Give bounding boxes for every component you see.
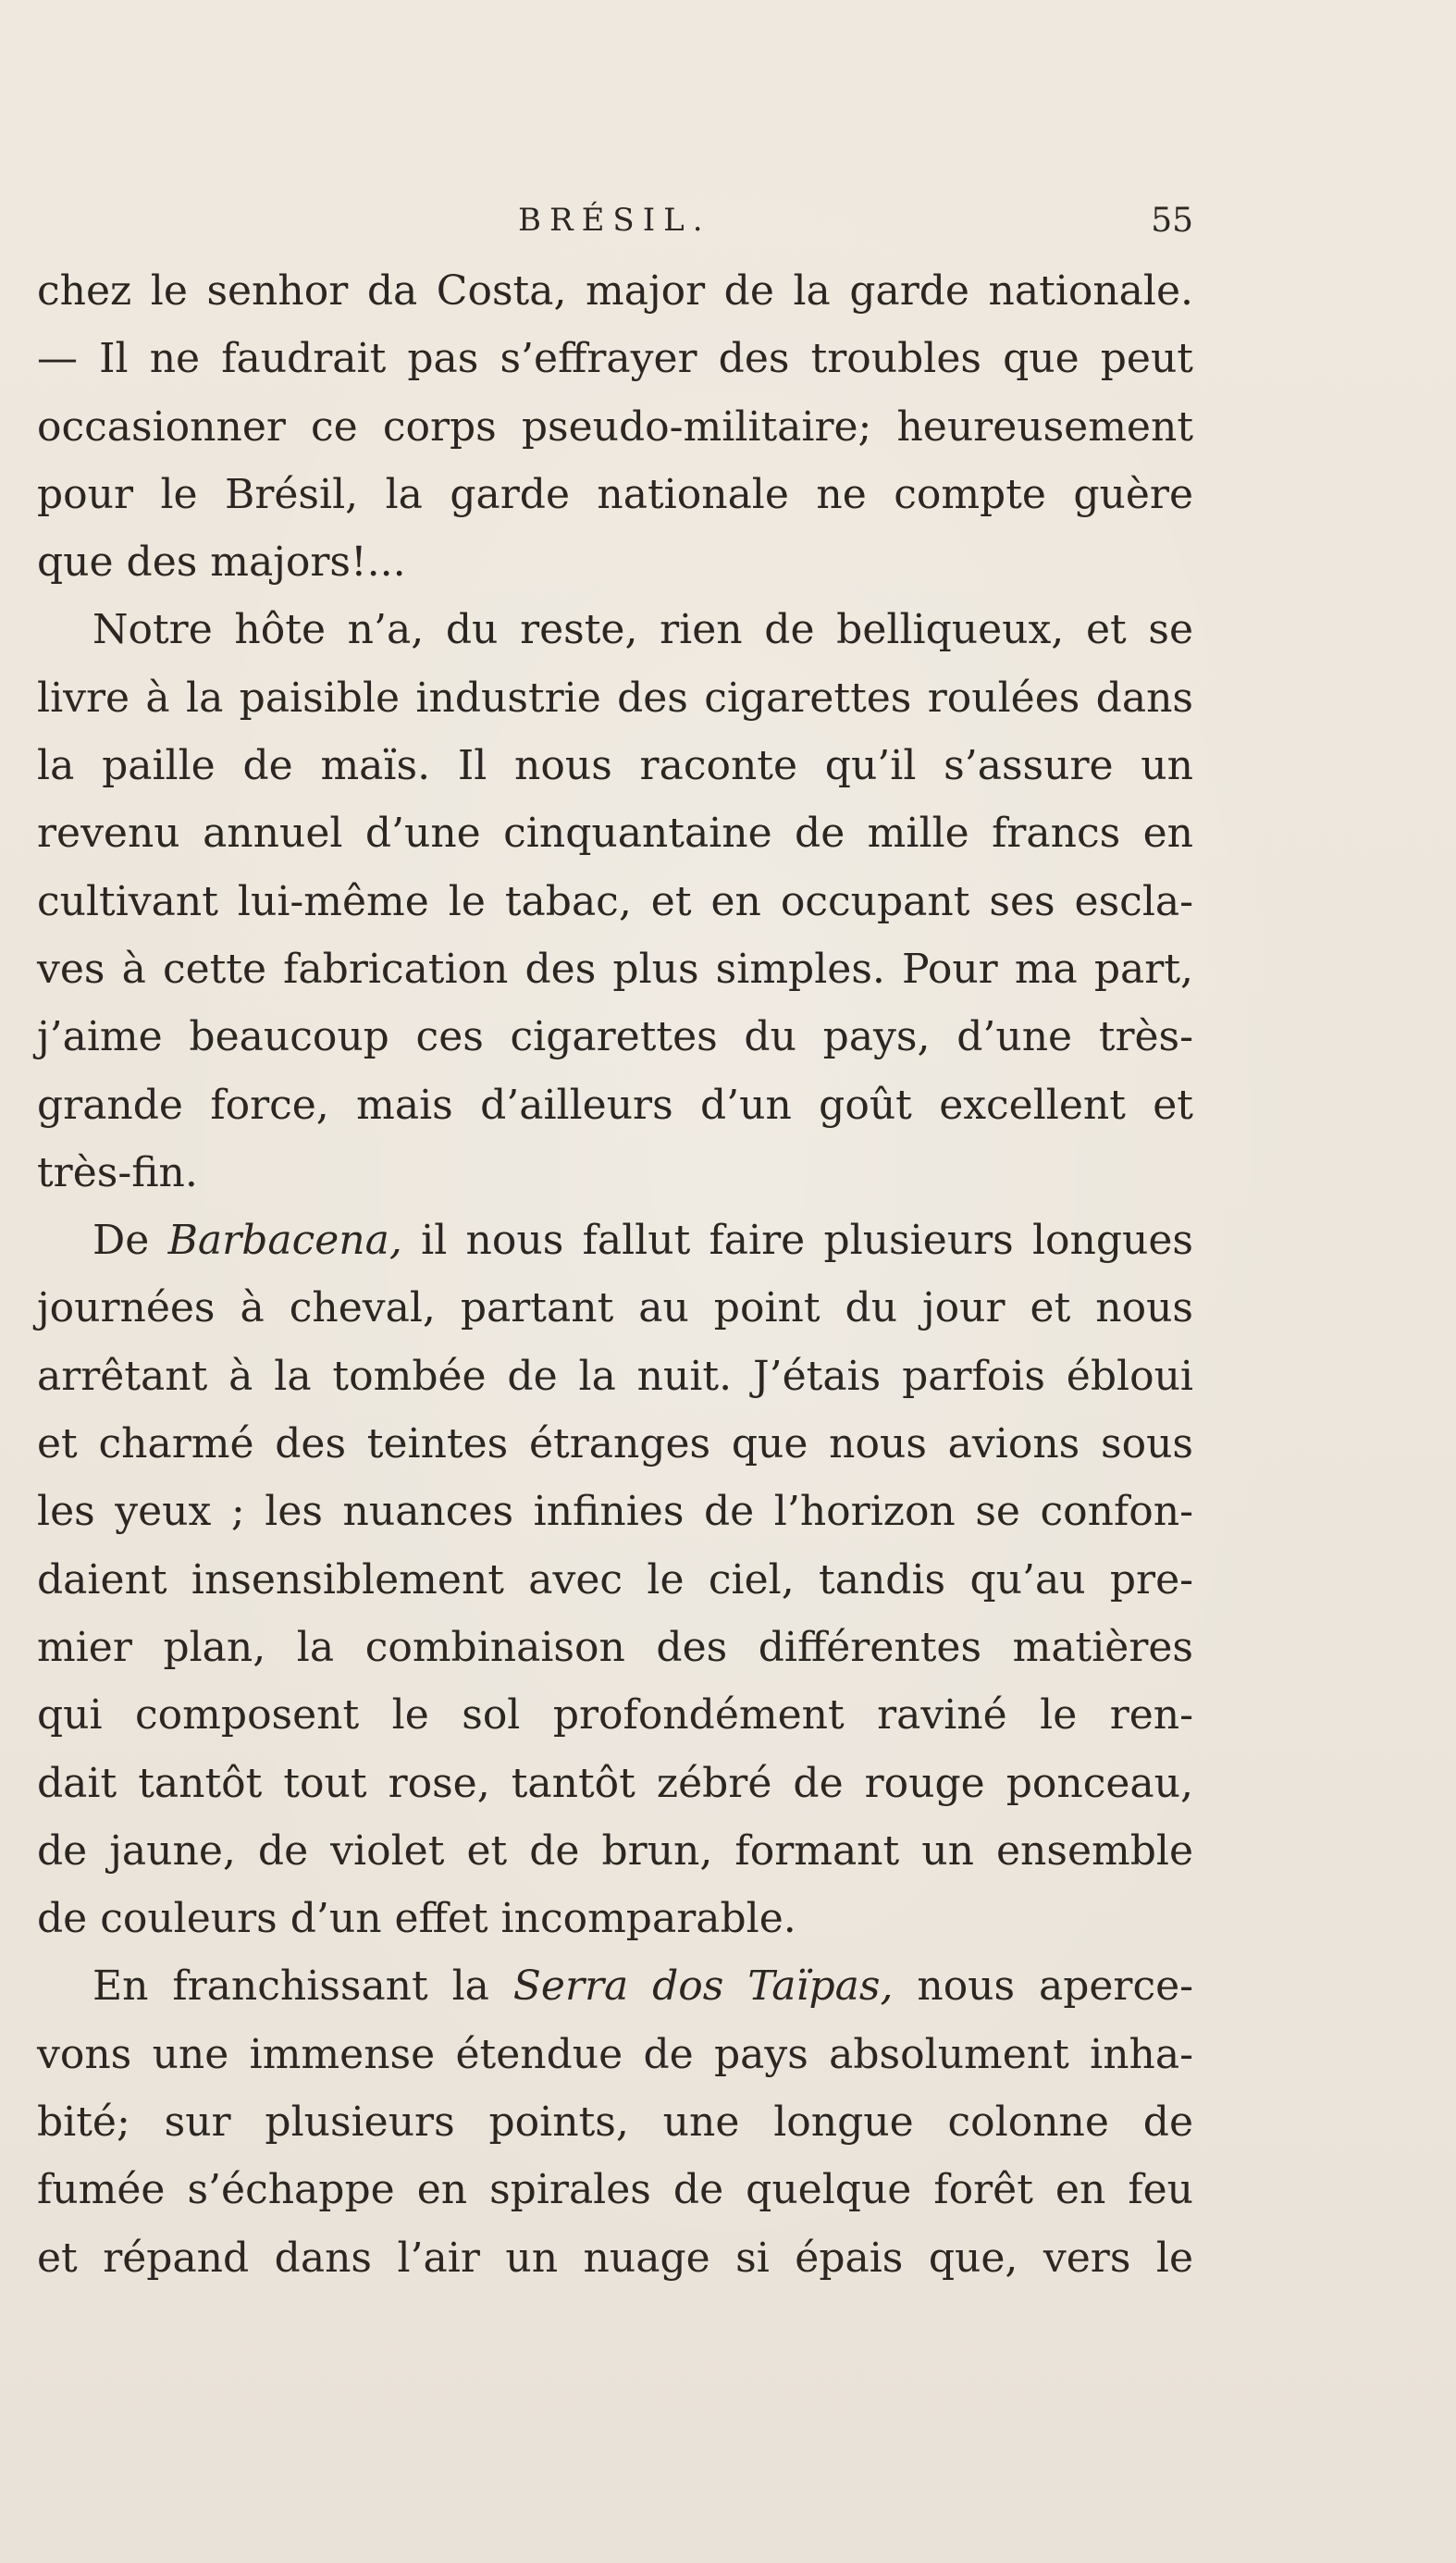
text-line: de jaune, de violet et de brun, formant un ensemble: [37, 1826, 1193, 1875]
place-name: Barbacena,: [167, 1217, 402, 1265]
text-line: journées à cheval, partant au point du jour et nous: [37, 1284, 1193, 1332]
text-line: qui composent le sol profondément raviné le ren-: [37, 1691, 1193, 1740]
text-line: revenu annuel d’une cinquantaine de mille francs en: [37, 810, 1193, 858]
text-line: arrêtant à la tombée de la nuit. J’étais parfois ébloui: [37, 1352, 1193, 1400]
page-header: [37, 202, 1193, 257]
text-line: dait tantôt tout rose, tantôt zébré de rouge ponceau,: [37, 1759, 1193, 1807]
text-line: vons une immense étendue de pays absolument inha-: [37, 2030, 1193, 2078]
place-name: Serra dos Taïpas,: [512, 1962, 894, 2011]
text-line: [37, 1952, 1193, 2020]
text-line: chez le senhor da Costa, major de la garde nationale.: [37, 267, 1193, 315]
text-line: que des majors!...: [37, 539, 406, 587]
text-line: daient insensiblement avec le ciel, tandis qu’au pre-: [37, 1555, 1193, 1603]
text-line: fumée s’échappe en spirales de quelque forêt en feu: [37, 2166, 1193, 2214]
body-text: [37, 257, 1193, 2292]
text-line: cultivant lui-même le tabac, et en occupant ses escla-: [37, 877, 1193, 925]
page-number: 55: [1151, 202, 1193, 240]
text-line: pour le Brésil, la garde nationale ne compte guère: [37, 470, 1193, 518]
text-line: — Il ne faudrait pas s’effrayer des troubles que peut: [37, 335, 1193, 383]
text-line: très-fin.: [37, 1148, 198, 1196]
text-run: il nous fallut faire plusieurs longues: [401, 1217, 1193, 1265]
text-line: et répand dans l’air un nuage si épais que, vers le: [37, 2234, 1193, 2282]
running-title: BRÉSIL.: [518, 202, 711, 239]
text-line: les yeux ; les nuances infinies de l’horizon se confon-: [37, 1488, 1193, 1536]
text-run: De: [93, 1217, 168, 1265]
text-line: j’aime beaucoup ces cigarettes du pays, d’une très-: [37, 1013, 1193, 1061]
text-line: et charmé des teintes étranges que nous avions sous: [37, 1420, 1193, 1468]
text-line: ves à cette fabrication des plus simples. Pour ma part,: [37, 945, 1193, 993]
text-line: livre à la paisible industrie des cigarettes roulées dans: [37, 674, 1193, 722]
text-run: nous aperce-: [893, 1962, 1194, 2011]
text-line: Notre hôte n’a, du reste, rien de belliqueux, et se: [93, 606, 1193, 654]
text-line: mier plan, la combinaison des différentes matières: [37, 1623, 1193, 1671]
text-line: occasionner ce corps pseudo-militaire; heureusement: [37, 402, 1193, 451]
text-line: [37, 1207, 1193, 1274]
text-run: En franchissant la: [93, 1962, 513, 2011]
text-line: bité; sur plusieurs points, une longue colonne de: [37, 2099, 1193, 2147]
text-line: la paille de maïs. Il nous raconte qu’il s’assure un: [37, 742, 1193, 790]
text-line: de couleurs d’un effet incomparable.: [37, 1895, 796, 1943]
text-line: grande force, mais d’ailleurs d’un goût excellent et: [37, 1081, 1193, 1129]
